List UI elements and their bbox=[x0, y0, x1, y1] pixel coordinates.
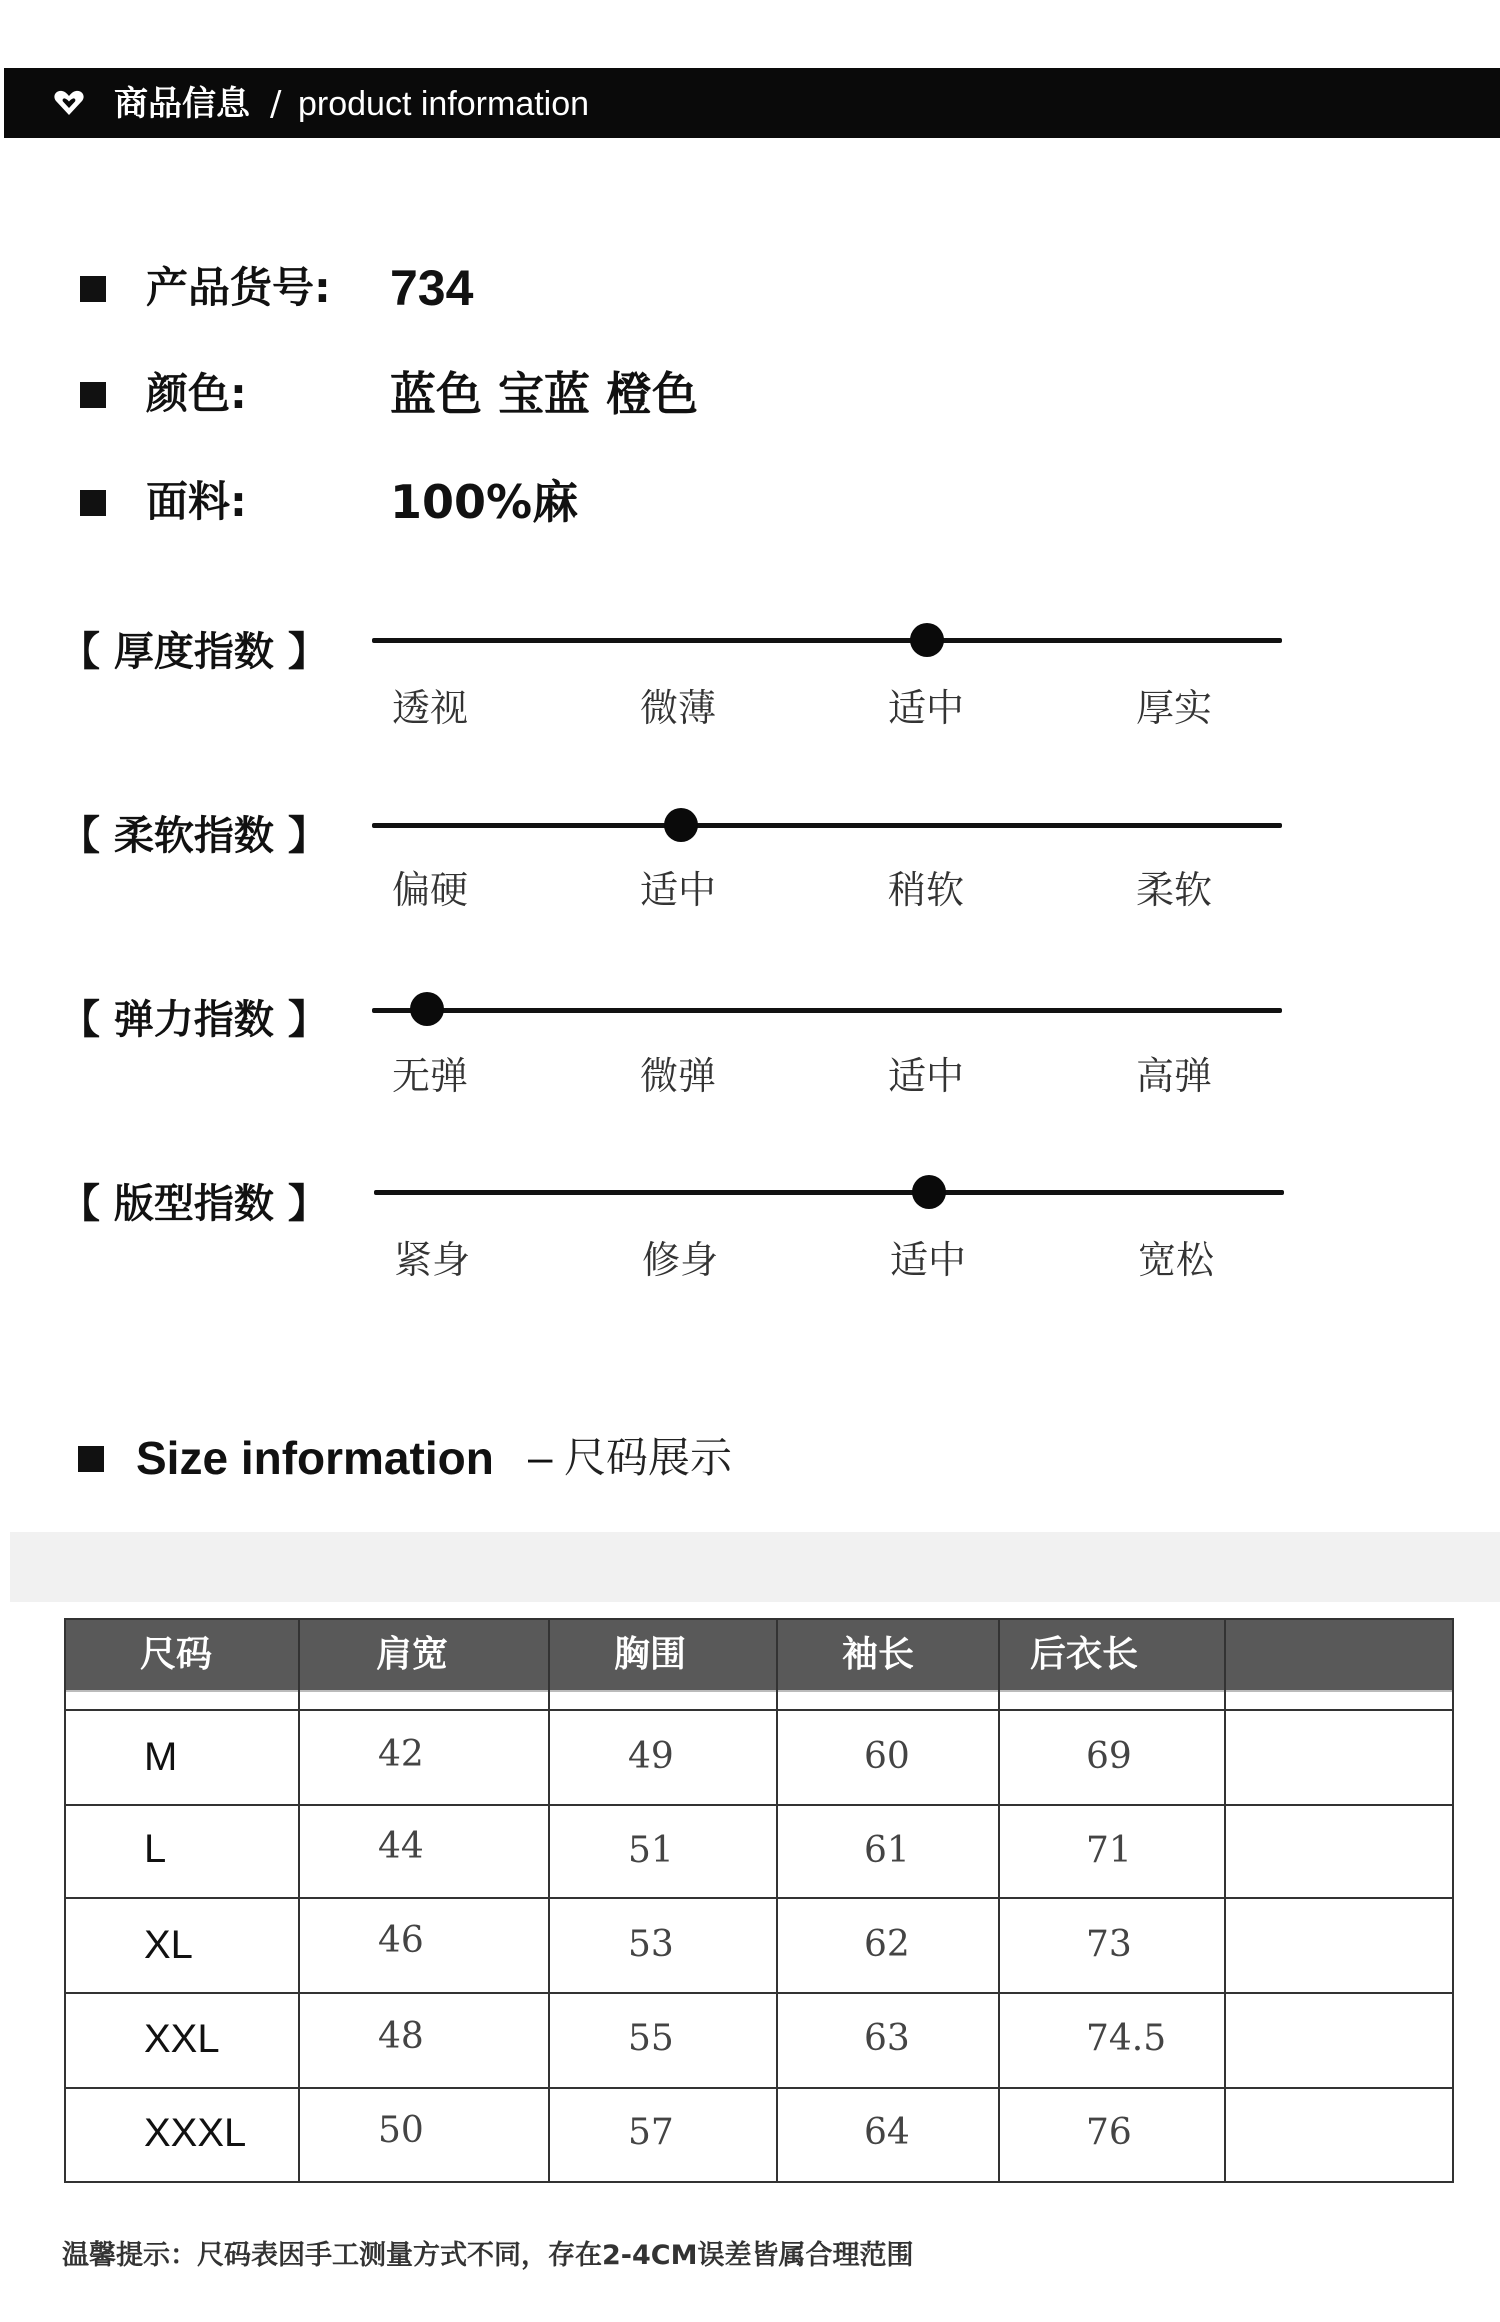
table-cell-value: 51 bbox=[628, 1830, 674, 1871]
index-marker bbox=[910, 623, 944, 657]
table-cell-size: XL bbox=[144, 1923, 193, 1967]
index-title: 【 柔软指数 】 bbox=[60, 813, 328, 859]
header-title-en: product information bbox=[298, 85, 590, 123]
table-header-size: 尺码 bbox=[140, 1634, 213, 1675]
index-label: 透视 bbox=[392, 686, 469, 730]
sizing-note: 温馨提示：尺码表因手工测量方式不同，存在2-4CM误差皆属合理范围 bbox=[62, 2240, 914, 2271]
table-header-sleeve: 袖长 bbox=[842, 1634, 915, 1675]
table-cell-value: 71 bbox=[1086, 1830, 1132, 1871]
index-marker bbox=[410, 992, 444, 1026]
index-track bbox=[372, 1008, 1282, 1013]
info-label-item-no: 产品货号: bbox=[146, 263, 331, 312]
index-marker bbox=[912, 1175, 946, 1209]
index-label: 微薄 bbox=[640, 686, 717, 730]
bullet-square bbox=[80, 382, 106, 408]
size-section-title-cn: 尺码展示 bbox=[564, 1433, 733, 1482]
section-header-bar bbox=[4, 68, 1500, 138]
index-label: 修身 bbox=[642, 1238, 719, 1282]
table-cell-value: 55 bbox=[628, 2018, 674, 2059]
index-track bbox=[374, 1190, 1284, 1195]
table-grid-line bbox=[66, 2087, 1452, 2089]
table-grid-line bbox=[998, 1620, 1000, 2181]
table-header-shoulder: 肩宽 bbox=[376, 1634, 449, 1675]
index-label: 适中 bbox=[888, 686, 965, 730]
table-cell-value: 49 bbox=[628, 1736, 674, 1777]
index-label: 适中 bbox=[888, 1054, 965, 1098]
table-cell-value: 69 bbox=[1086, 1736, 1132, 1777]
index-label: 柔软 bbox=[1136, 868, 1213, 912]
table-cell-size: L bbox=[144, 1827, 167, 1871]
index-label: 宽松 bbox=[1138, 1238, 1215, 1282]
index-marker bbox=[664, 808, 698, 842]
table-header-back-length: 后衣长 bbox=[1030, 1634, 1139, 1675]
index-label: 微弹 bbox=[640, 1054, 717, 1098]
table-grid-line bbox=[66, 1690, 1452, 1692]
index-label: 无弹 bbox=[392, 1054, 469, 1098]
index-label: 高弹 bbox=[1136, 1054, 1213, 1098]
table-cell-value: 61 bbox=[864, 1830, 910, 1871]
index-label: 适中 bbox=[640, 868, 717, 912]
table-grid-line bbox=[776, 1620, 778, 2181]
index-title: 【 弹力指数 】 bbox=[60, 997, 328, 1043]
table-cell-value: 48 bbox=[378, 2016, 424, 2057]
table-grid-line bbox=[298, 1620, 300, 2181]
heart-icon bbox=[54, 90, 84, 116]
table-cell-value: 74.5 bbox=[1086, 2018, 1167, 2059]
index-label: 偏硬 bbox=[392, 868, 469, 912]
info-value-fabric: 100%麻 bbox=[390, 475, 579, 529]
size-section-dash: – bbox=[528, 1433, 553, 1482]
index-track bbox=[372, 823, 1282, 828]
index-label: 稍软 bbox=[888, 868, 965, 912]
table-cell-size: M bbox=[144, 1735, 178, 1779]
info-label-fabric: 面料: bbox=[146, 477, 247, 526]
index-label: 适中 bbox=[890, 1238, 967, 1282]
table-cell-value: 46 bbox=[378, 1920, 424, 1961]
divider-band bbox=[10, 1532, 1500, 1602]
index-track bbox=[372, 638, 1282, 643]
table-cell-value: 63 bbox=[864, 2018, 910, 2059]
table-cell-value: 62 bbox=[864, 1924, 910, 1965]
table-cell-size: XXL bbox=[144, 2017, 220, 2061]
header-title-cn: 商品信息 bbox=[114, 84, 250, 124]
table-cell-value: 50 bbox=[378, 2110, 424, 2151]
table-grid-line bbox=[66, 1709, 1452, 1711]
info-label-color: 颜色: bbox=[146, 369, 247, 418]
bullet-square bbox=[78, 1446, 104, 1472]
table-cell-value: 60 bbox=[864, 1736, 910, 1777]
size-section-title-en: Size information bbox=[136, 1432, 494, 1484]
table-cell-value: 73 bbox=[1086, 1924, 1132, 1965]
table-cell-value: 76 bbox=[1086, 2112, 1132, 2153]
table-cell-value: 57 bbox=[628, 2112, 674, 2153]
bullet-square bbox=[80, 276, 106, 302]
header-slash: / bbox=[270, 84, 282, 124]
index-title: 【 版型指数 】 bbox=[60, 1181, 328, 1227]
table-grid-line bbox=[66, 1992, 1452, 1994]
table-grid-line bbox=[66, 1804, 1452, 1806]
table-cell-value: 42 bbox=[378, 1734, 424, 1775]
size-table bbox=[64, 1618, 1454, 2183]
table-cell-value: 44 bbox=[378, 1826, 424, 1867]
table-cell-value: 64 bbox=[864, 2112, 910, 2153]
table-grid-line bbox=[1224, 1620, 1226, 2181]
table-cell-value: 53 bbox=[628, 1924, 674, 1965]
index-title: 【 厚度指数 】 bbox=[60, 629, 328, 675]
index-label: 厚实 bbox=[1136, 686, 1213, 730]
table-grid-line bbox=[548, 1620, 550, 2181]
table-grid-line bbox=[66, 1897, 1452, 1899]
table-header-chest: 胸围 bbox=[614, 1634, 687, 1675]
info-value-color: 蓝色 宝蓝 橙色 bbox=[390, 367, 699, 421]
index-label: 紧身 bbox=[394, 1238, 471, 1282]
bullet-square bbox=[80, 490, 106, 516]
info-value-item-no: 734 bbox=[390, 260, 474, 316]
table-cell-size: XXXL bbox=[144, 2111, 247, 2155]
table-header-cell bbox=[1226, 1620, 1452, 1690]
